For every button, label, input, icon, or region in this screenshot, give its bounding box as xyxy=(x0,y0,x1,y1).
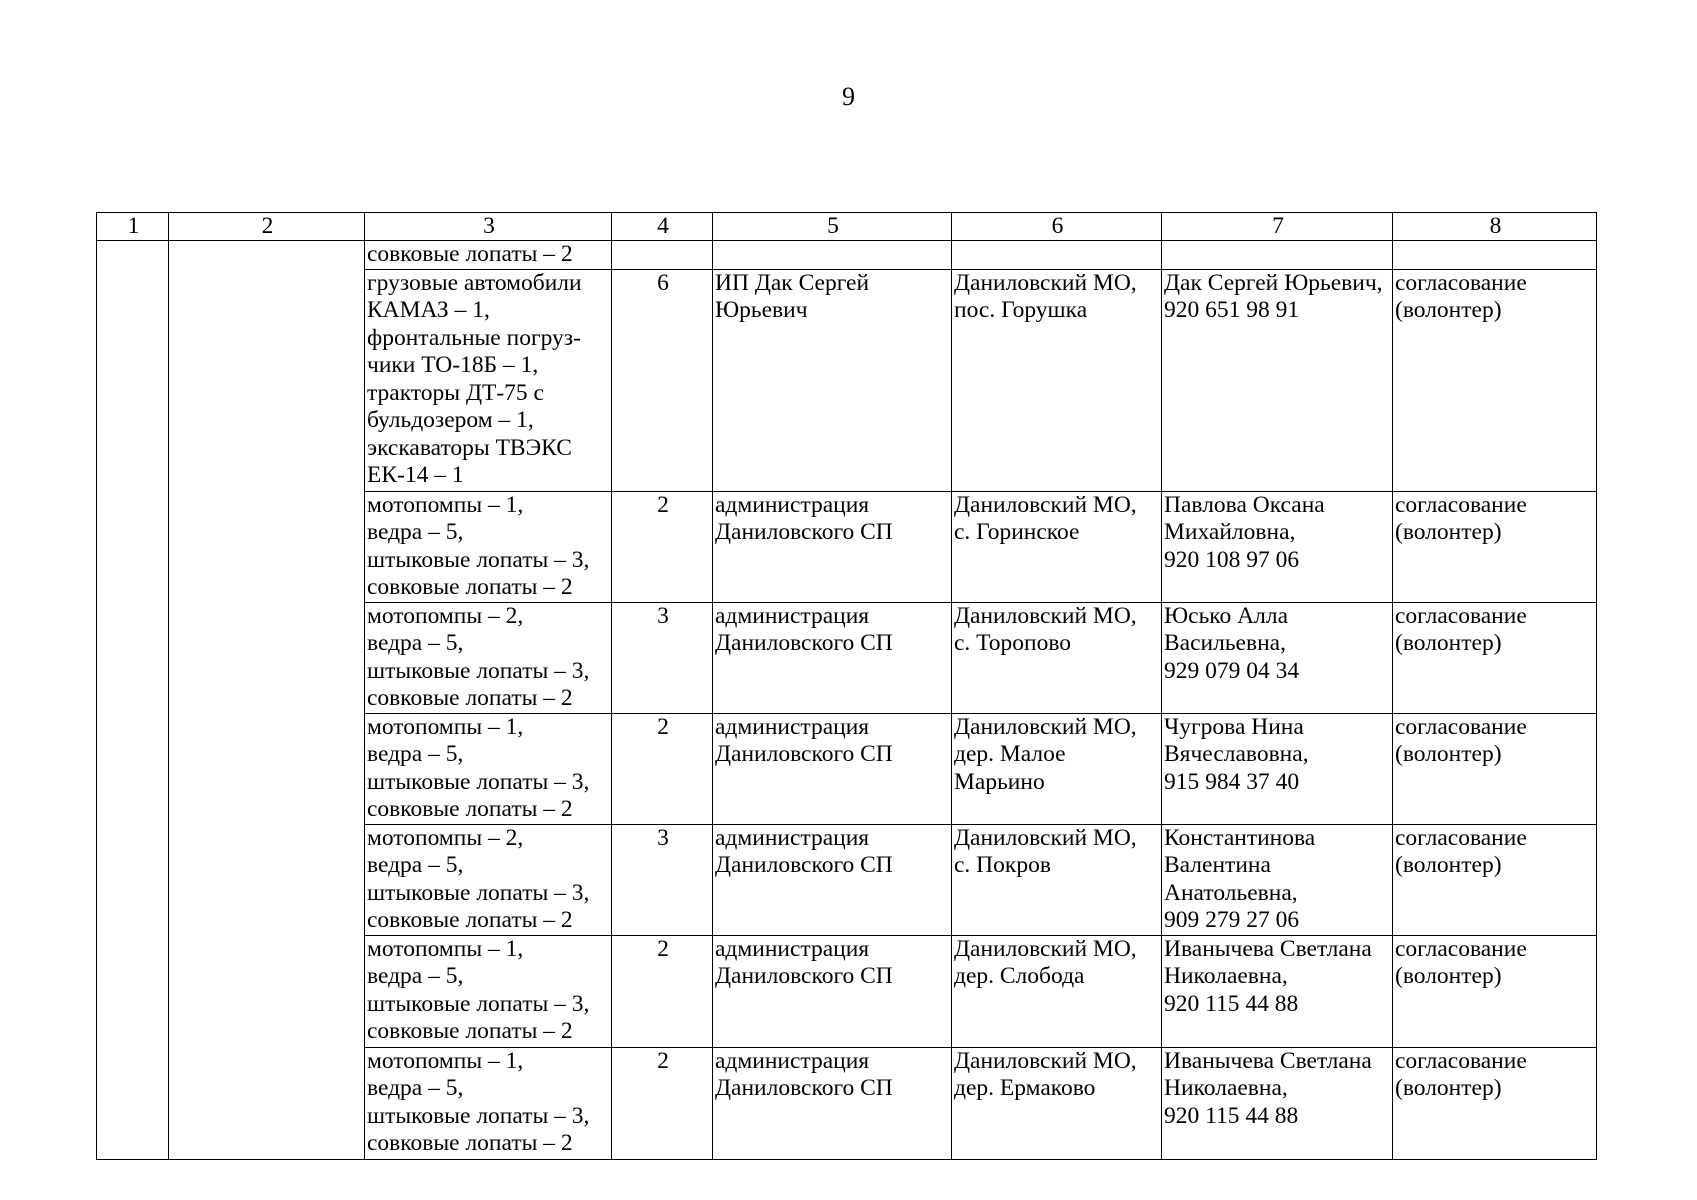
contact-line: 909 279 27 06 xyxy=(1164,907,1300,933)
owner-line: администрация xyxy=(715,602,870,629)
equipment-line: тракторы ДТ-75 с xyxy=(367,379,544,406)
owner-line: администрация xyxy=(715,491,870,518)
equipment-line: совковые лопаты – 2 xyxy=(367,1130,573,1156)
cell-quantity: 6 xyxy=(612,269,713,491)
cell-col2-empty xyxy=(169,241,365,1160)
status-line: (волонтер) xyxy=(1395,519,1502,545)
cell-contact xyxy=(1162,1047,1393,1159)
cell-location xyxy=(952,269,1162,491)
contact-line: Валентина xyxy=(1164,852,1271,878)
cell-owner xyxy=(713,269,952,491)
status-line: согласование xyxy=(1395,1047,1527,1074)
owner-line: Даниловского СП xyxy=(715,630,893,656)
cell-quantity: 2 xyxy=(612,935,713,1047)
contact-line: Павлова Оксана xyxy=(1164,491,1325,518)
equipment-line: штыковые лопаты – 3, xyxy=(367,768,590,795)
column-header: 5 xyxy=(713,213,952,241)
status-line: согласование xyxy=(1395,713,1527,740)
equipment-line: бульдозером – 1, xyxy=(367,407,534,433)
contact-line: Иванычева Светлана xyxy=(1164,935,1372,962)
contact-line: Николаевна, xyxy=(1164,1075,1288,1101)
contact-line: Константинова xyxy=(1164,824,1316,851)
equipment-line: совковые лопаты – 2 xyxy=(367,796,573,822)
owner-line: Даниловского СП xyxy=(715,963,893,989)
cell-quantity: 3 xyxy=(612,602,713,713)
equipment-line: мотопомпы – 1, xyxy=(367,935,524,962)
cell-quantity: 2 xyxy=(612,713,713,824)
contact-line: 920 108 97 06 xyxy=(1164,546,1300,573)
cell-location xyxy=(952,713,1162,824)
location-line: Даниловский МО, xyxy=(954,269,1137,296)
equipment-line: ведра – 5, xyxy=(367,519,464,545)
equipment-line: совковые лопаты – 2 xyxy=(367,574,573,600)
column-header: 7 xyxy=(1162,213,1393,241)
cell-owner xyxy=(713,491,952,602)
status-line: (волонтер) xyxy=(1395,963,1502,989)
location-line: пос. Горушка xyxy=(954,297,1088,323)
column-header: 2 xyxy=(169,213,365,241)
equipment-line: ведра – 5, xyxy=(367,1075,464,1101)
cell-contact xyxy=(1162,824,1393,935)
cell-col1-empty xyxy=(97,241,169,1160)
owner-line: администрация xyxy=(715,713,870,740)
column-header: 6 xyxy=(952,213,1162,241)
contact-line: Иванычева Светлана xyxy=(1164,1047,1372,1074)
location-line: Даниловский МО, xyxy=(954,824,1137,851)
status-line: согласование xyxy=(1395,269,1527,296)
status-line: (волонтер) xyxy=(1395,630,1502,656)
location-line: дер. Слобода xyxy=(954,963,1085,989)
contact-line: Чугрова Нина xyxy=(1164,713,1304,740)
equipment-line: ведра – 5, xyxy=(367,630,464,656)
cell-status xyxy=(1393,491,1597,602)
owner-line: Даниловского СП xyxy=(715,519,893,545)
cell-quantity xyxy=(612,241,713,270)
cell-owner xyxy=(713,1047,952,1159)
cell-location xyxy=(952,491,1162,602)
cell-equipment xyxy=(365,269,612,491)
equipment-line: штыковые лопаты – 3, xyxy=(367,657,590,684)
cell-contact xyxy=(1162,241,1393,270)
cell-status xyxy=(1393,269,1597,491)
cell-contact xyxy=(1162,602,1393,713)
owner-line: администрация xyxy=(715,1047,870,1074)
cell-owner xyxy=(713,713,952,824)
cell-equipment xyxy=(365,1047,612,1159)
location-line: Даниловский МО, xyxy=(954,1047,1137,1074)
contact-line: 915 984 37 40 xyxy=(1164,768,1300,795)
cell-status xyxy=(1393,824,1597,935)
equipment-line: штыковые лопаты – 3, xyxy=(367,1102,590,1129)
contact-line: Юсько Алла xyxy=(1164,602,1289,629)
cell-location xyxy=(952,935,1162,1047)
cell-equipment xyxy=(365,824,612,935)
cell-quantity: 2 xyxy=(612,491,713,602)
page-number: 9 xyxy=(842,82,855,111)
contact-line: 920 115 44 88 xyxy=(1164,1102,1299,1129)
cell-location xyxy=(952,602,1162,713)
contact-line: Вячеславовна, xyxy=(1164,741,1309,767)
cell-owner xyxy=(713,241,952,270)
contact-line: Дак Сергей Юрьевич, xyxy=(1164,269,1383,296)
equipment-line: совковые лопаты – 2 xyxy=(367,907,573,933)
equipment-line: ЕК-14 – 1 xyxy=(367,462,464,488)
equipment-line: ведра – 5, xyxy=(367,741,464,767)
status-line: (волонтер) xyxy=(1395,297,1502,323)
cell-equipment xyxy=(365,602,612,713)
equipment-line: штыковые лопаты – 3, xyxy=(367,879,590,906)
status-line: согласование xyxy=(1395,491,1527,518)
cell-location xyxy=(952,824,1162,935)
cell-owner xyxy=(713,602,952,713)
equipment-line: фронтальные погруз- xyxy=(367,324,581,351)
status-line: (волонтер) xyxy=(1395,741,1502,767)
equipment-line: мотопомпы – 1, xyxy=(367,491,524,518)
cell-contact xyxy=(1162,269,1393,491)
equipment-line: штыковые лопаты – 3, xyxy=(367,546,590,573)
column-header: 3 xyxy=(365,213,612,241)
equipment-line: экскаваторы ТВЭКС xyxy=(367,434,572,461)
cell-contact xyxy=(1162,713,1393,824)
owner-line: администрация xyxy=(715,935,870,962)
equipment-line: мотопомпы – 2, xyxy=(367,602,524,629)
equipment-line: мотопомпы – 1, xyxy=(367,713,524,740)
cell-location xyxy=(952,1047,1162,1159)
equipment-line: мотопомпы – 2, xyxy=(367,824,524,851)
contact-line: Николаевна, xyxy=(1164,963,1288,989)
equipment-line: мотопомпы – 1, xyxy=(367,1047,524,1074)
header-row xyxy=(97,213,1597,241)
cell-status xyxy=(1393,602,1597,713)
location-line: с. Горинское xyxy=(954,519,1080,545)
cell-status xyxy=(1393,1047,1597,1159)
owner-line: Юрьевич xyxy=(715,297,808,323)
equipment-line: совковые лопаты – 2 xyxy=(367,685,573,711)
status-line: согласование xyxy=(1395,935,1527,962)
column-header: 4 xyxy=(612,213,713,241)
cell-owner xyxy=(713,824,952,935)
location-line: дер. Ермаково xyxy=(954,1075,1096,1101)
equipment-line: КАМАЗ – 1, xyxy=(367,297,490,323)
owner-line: Даниловского СП xyxy=(715,741,893,767)
status-line: (волонтер) xyxy=(1395,1075,1502,1101)
owner-line: Даниловского СП xyxy=(715,852,893,878)
equipment-line: совковые лопаты – 2 xyxy=(367,1018,573,1044)
location-line: Марьино xyxy=(954,768,1045,795)
owner-line: ИП Дак Сергей xyxy=(715,269,870,296)
cell-owner xyxy=(713,935,952,1047)
contact-line: Васильевна, xyxy=(1164,630,1286,656)
contact-line: 920 115 44 88 xyxy=(1164,990,1299,1017)
location-line: Даниловский МО, xyxy=(954,491,1137,518)
cell-equipment xyxy=(365,491,612,602)
equipment-line: совковые лопаты – 2 xyxy=(367,241,573,267)
equipment-line: ведра – 5, xyxy=(367,852,464,878)
contact-line: 929 079 04 34 xyxy=(1164,657,1300,684)
cell-equipment xyxy=(365,241,612,270)
cell-equipment xyxy=(365,713,612,824)
continuation-row xyxy=(97,241,1597,270)
location-line: с. Торопово xyxy=(954,630,1072,656)
owner-line: Даниловского СП xyxy=(715,1075,893,1101)
status-line: согласование xyxy=(1395,824,1527,851)
cell-contact xyxy=(1162,491,1393,602)
status-line: (волонтер) xyxy=(1395,852,1502,878)
location-line: Даниловский МО, xyxy=(954,935,1137,962)
contact-line: Анатольевна, xyxy=(1164,879,1298,906)
equipment-line: штыковые лопаты – 3, xyxy=(367,990,590,1017)
status-line: согласование xyxy=(1395,602,1527,629)
location-line: с. Покров xyxy=(954,852,1051,878)
cell-quantity: 3 xyxy=(612,824,713,935)
column-header: 8 xyxy=(1393,213,1597,241)
column-header: 1 xyxy=(97,213,169,241)
equipment-table xyxy=(96,212,1597,1160)
owner-line: администрация xyxy=(715,824,870,851)
cell-status xyxy=(1393,713,1597,824)
location-line: Даниловский МО, xyxy=(954,602,1137,629)
contact-line: 920 651 98 91 xyxy=(1164,297,1300,323)
equipment-line: чики ТО-18Б – 1, xyxy=(367,352,539,378)
cell-equipment xyxy=(365,935,612,1047)
cell-status xyxy=(1393,935,1597,1047)
cell-contact xyxy=(1162,935,1393,1047)
contact-line: Михайловна, xyxy=(1164,519,1296,545)
cell-status xyxy=(1393,241,1597,270)
cell-location xyxy=(952,241,1162,270)
equipment-line: грузовые автомобили xyxy=(367,269,582,296)
equipment-line: ведра – 5, xyxy=(367,963,464,989)
location-line: дер. Малое xyxy=(954,741,1066,767)
cell-quantity: 2 xyxy=(612,1047,713,1159)
location-line: Даниловский МО, xyxy=(954,713,1137,740)
